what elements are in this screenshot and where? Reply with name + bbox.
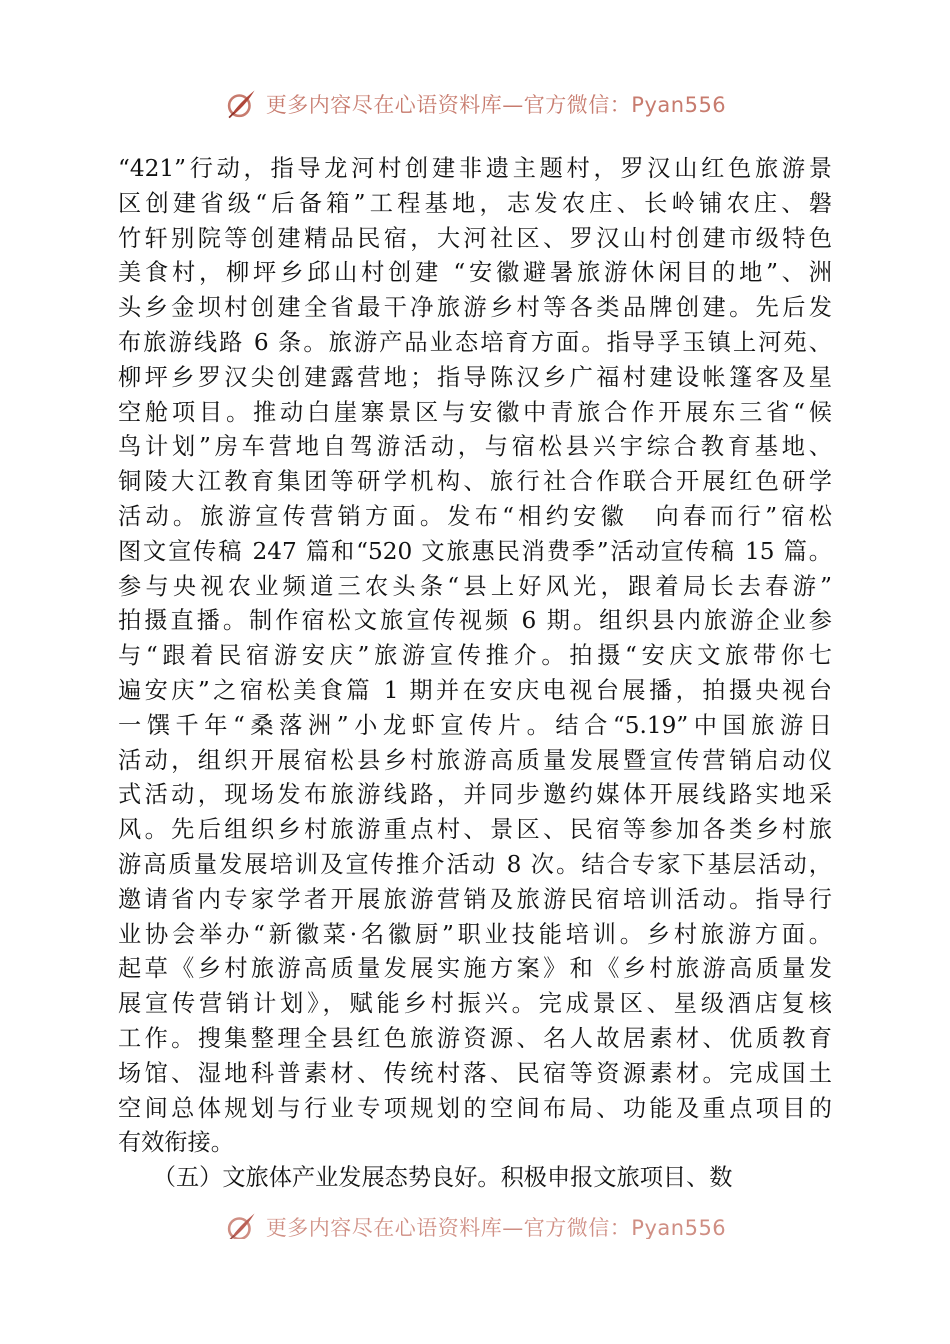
text-line: 业协会举办“新徽菜·名徽厨”职业技能培训。乡村旅游方面。	[118, 920, 832, 948]
text-line: 布旅游线路 6 条。旅游产品业态培育方面。指导孚玉镇上河苑、	[118, 328, 832, 356]
text-line: “421”行动，指导龙河村创建非遗主题村，罗汉山红色旅游景	[118, 155, 832, 182]
text-line: 区创建省级“后备箱”工程基地，志发农庄、长岭铺农庄、磐	[118, 189, 832, 217]
text-line: 式活动，现场发布旅游线路，并同步邀约媒体开展线路实地采	[118, 781, 832, 809]
text-line: 邀请省内专家学者开展旅游营销及旅游民宿培训活动。指导行	[118, 885, 832, 913]
footer-watermark	[0, 1203, 950, 1239]
watermark-text: 更多内容尽在心语资料库—官方微信：Pyan556	[265, 93, 727, 117]
text-line: 铜陵大江教育集团等研学机构、旅行社合作联合开展红色研学	[118, 468, 832, 496]
quill-pen-logo-icon	[224, 87, 258, 121]
text-line: 活动。旅游宣传营销方面。发布“相约安徽 向春而行”宿松	[118, 502, 832, 530]
text-line: 图文宣传稿 247 篇和“520 文旅惠民消费季”活动宣传稿 15 篇。	[118, 537, 832, 565]
text-line: 游高质量发展培训及宣传推介活动 8 次。结合专家下基层活动，	[118, 850, 832, 878]
text-line: 风。先后组织乡村旅游重点村、景区、民宿等参加各类乡村旅	[118, 816, 832, 844]
watermark-text: 更多内容尽在心语资料库—官方微信：Pyan556	[265, 1216, 727, 1239]
text-line: 活动，组织开展宿松县乡村旅游高质量发展暨宣传营销启动仪	[118, 746, 832, 774]
text-line: 鸟计划”房车营地自驾游活动，与宿松县兴宇综合教育基地、	[118, 433, 832, 461]
text-line: 遍安庆”之宿松美食篇 1 期并在安庆电视台展播，拍摄央视台	[118, 676, 832, 704]
text-line: 参与央视农业频道三农头条“县上好风光，跟着局长去春游”	[118, 572, 832, 600]
text-line: 起草《乡村旅游高质量发展实施方案》和《乡村旅游高质量发	[118, 955, 832, 983]
quill-pen-logo-icon	[224, 1210, 258, 1239]
text-line: （五）文旅体产业发展态势良好。积极申报文旅项目、数	[118, 1164, 733, 1192]
text-line: 有效衔接。	[118, 1129, 234, 1157]
document-body	[118, 152, 832, 1196]
text-line: 场馆、湿地科普素材、传统村落、民宿等资源素材。完成国土	[118, 1059, 832, 1087]
text-line: 一馔千年“桑落洲”小龙虾宣传片。结合“5.19”中国旅游日	[118, 711, 832, 739]
text-line: 头乡金坝村创建全省最干净旅游乡村等各类品牌创建。先后发	[118, 294, 832, 322]
text-line: 空间总体规划与行业专项规划的空间布局、功能及重点项目的	[118, 1094, 832, 1122]
text-line: 与“跟着民宿游安庆”旅游宣传推介。拍摄“安庆文旅带你七	[118, 642, 832, 670]
text-line: 空舱项目。推动白崖寨景区与安徽中青旅合作开展东三省“候	[118, 398, 832, 426]
text-line: 工作。搜集整理全县红色旅游资源、名人故居素材、优质教育	[118, 1024, 832, 1052]
text-line: 竹轩别院等创建精品民宿，大河社区、罗汉山村创建市级特色	[118, 224, 832, 252]
header-watermark	[0, 84, 950, 124]
text-line: 美食村，柳坪乡邱山村创建 “安徽避暑旅游休闲目的地”、洲	[118, 259, 832, 287]
text-line: 拍摄直播。制作宿松文旅宣传视频 6 期。组织县内旅游企业参	[118, 607, 832, 635]
text-line: 展宣传营销计划》，赋能乡村振兴。完成景区、星级酒店复核	[118, 990, 832, 1018]
text-line: 柳坪乡罗汉尖创建露营地；指导陈汉乡广福村建设帐篷客及星	[118, 363, 832, 391]
